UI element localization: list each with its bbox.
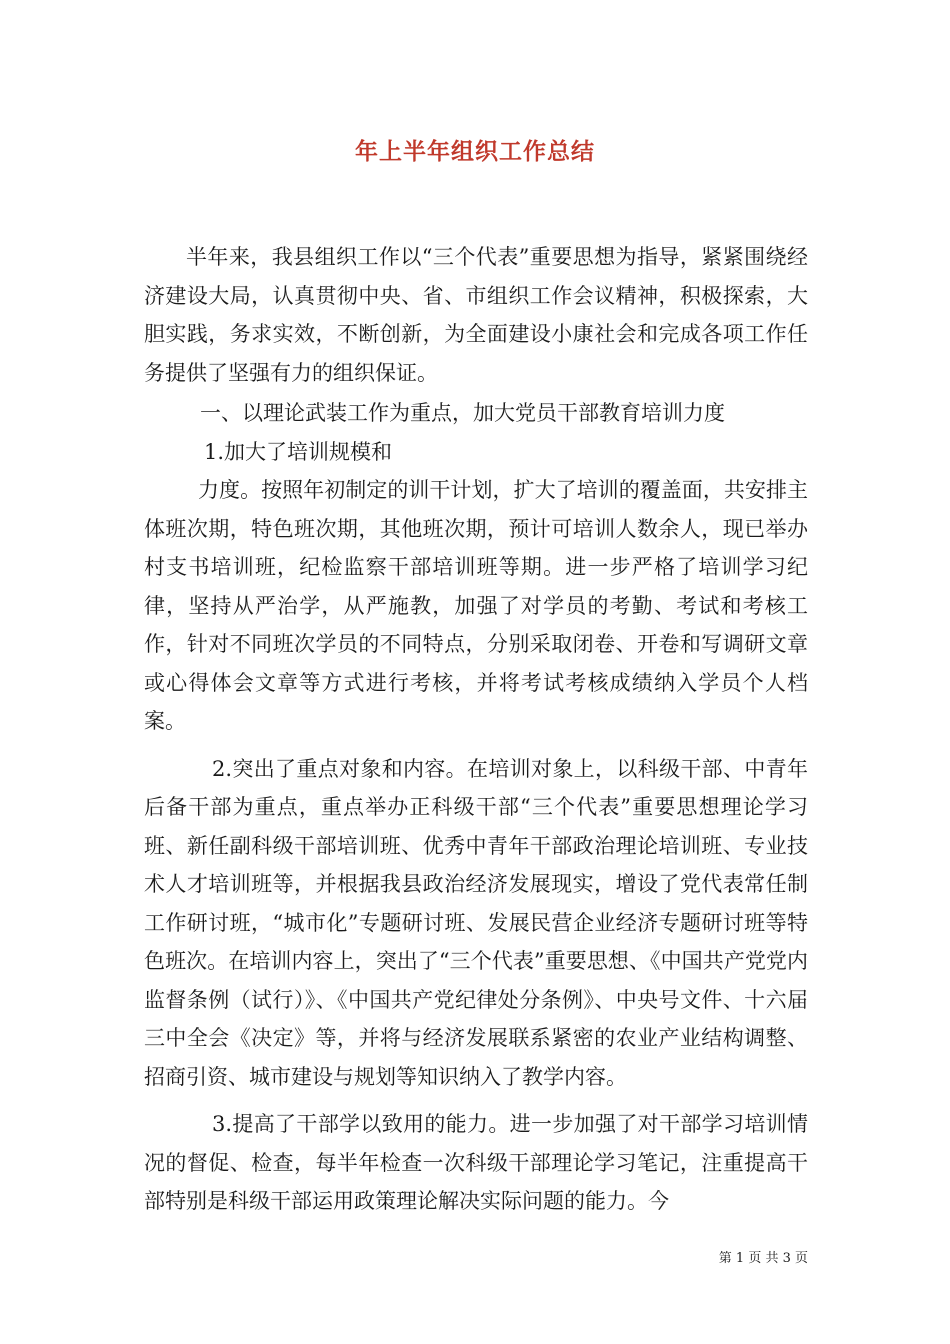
- document-body: [144, 238, 808, 1221]
- item-1-heading: 1.加大了培训规模和: [204, 439, 393, 464]
- intro-paragraph: 半年来，我县组织工作以“三个代表”重要思想为指导，紧紧围绕经济建设大局，认真贯彻中央、省、市组织工作会议精神，积极探索，大胆实践，务求实效，不断创新，为全面建设小康社会和完成各项工作任务提供了坚强有力的组织保证。: [144, 245, 808, 385]
- item-1-paragraph: 力度。按照年初制定的训干计划，扩大了培训的覆盖面，共安排主体班次期，特色班次期，其他班次期，预计可培训人数余人，现已举办村支书培训班，纪检监察干部培训班等期。进一步严格了培训学习纪律，坚持从严治学，从严施教，加强了对学员的考勤、考试和考核工作，针对不同班次学员的不同特点，分别采取闭卷、开卷和写调研文章或心得体会文章等方式进行考核，并将考试考核成绩纳入学员个人档案。: [144, 478, 808, 733]
- page-title: 年上半年组织工作总结: [355, 139, 595, 165]
- section-heading: 一、以理论武装工作为重点，加大党员干部教育培训力度: [200, 401, 725, 425]
- page-number: 第 1 页 共 3 页: [718, 1251, 808, 1266]
- item-3-paragraph: 3.提高了干部学以致用的能力。进一步加强了对干部学习培训情况的督促、检查，每半年检查一次科级干部理论学习笔记，注重提高干部特别是科级干部运用政策理论解决实际问题的能力。今: [144, 1112, 808, 1213]
- item-2-paragraph: 2.突出了重点对象和内容。在培训对象上，以科级干部、中青年后备干部为重点，重点举办正科级干部“三个代表”重要思想理论学习班、新任副科级干部培训班、优秀中青年干部政治理论培训班、专业技术人才培训班等，并根据我县政治经济发展现实，增设了党代表常任制工作研讨班，“城市化”专题研讨班、发展民营企业经济专题研讨班等特色班次。在培训内容上，突出了“三个代表”重要思想、《中国共产党党内监督条例（试行）》、《中国共产党纪律处分条例》、中央号文件、十六届三中全会《决定》等，并将与经济发展联系紧密的农业产业结构调整、招商引资、城市建设与规划等知识纳入了教学内容。: [144, 756, 808, 1089]
